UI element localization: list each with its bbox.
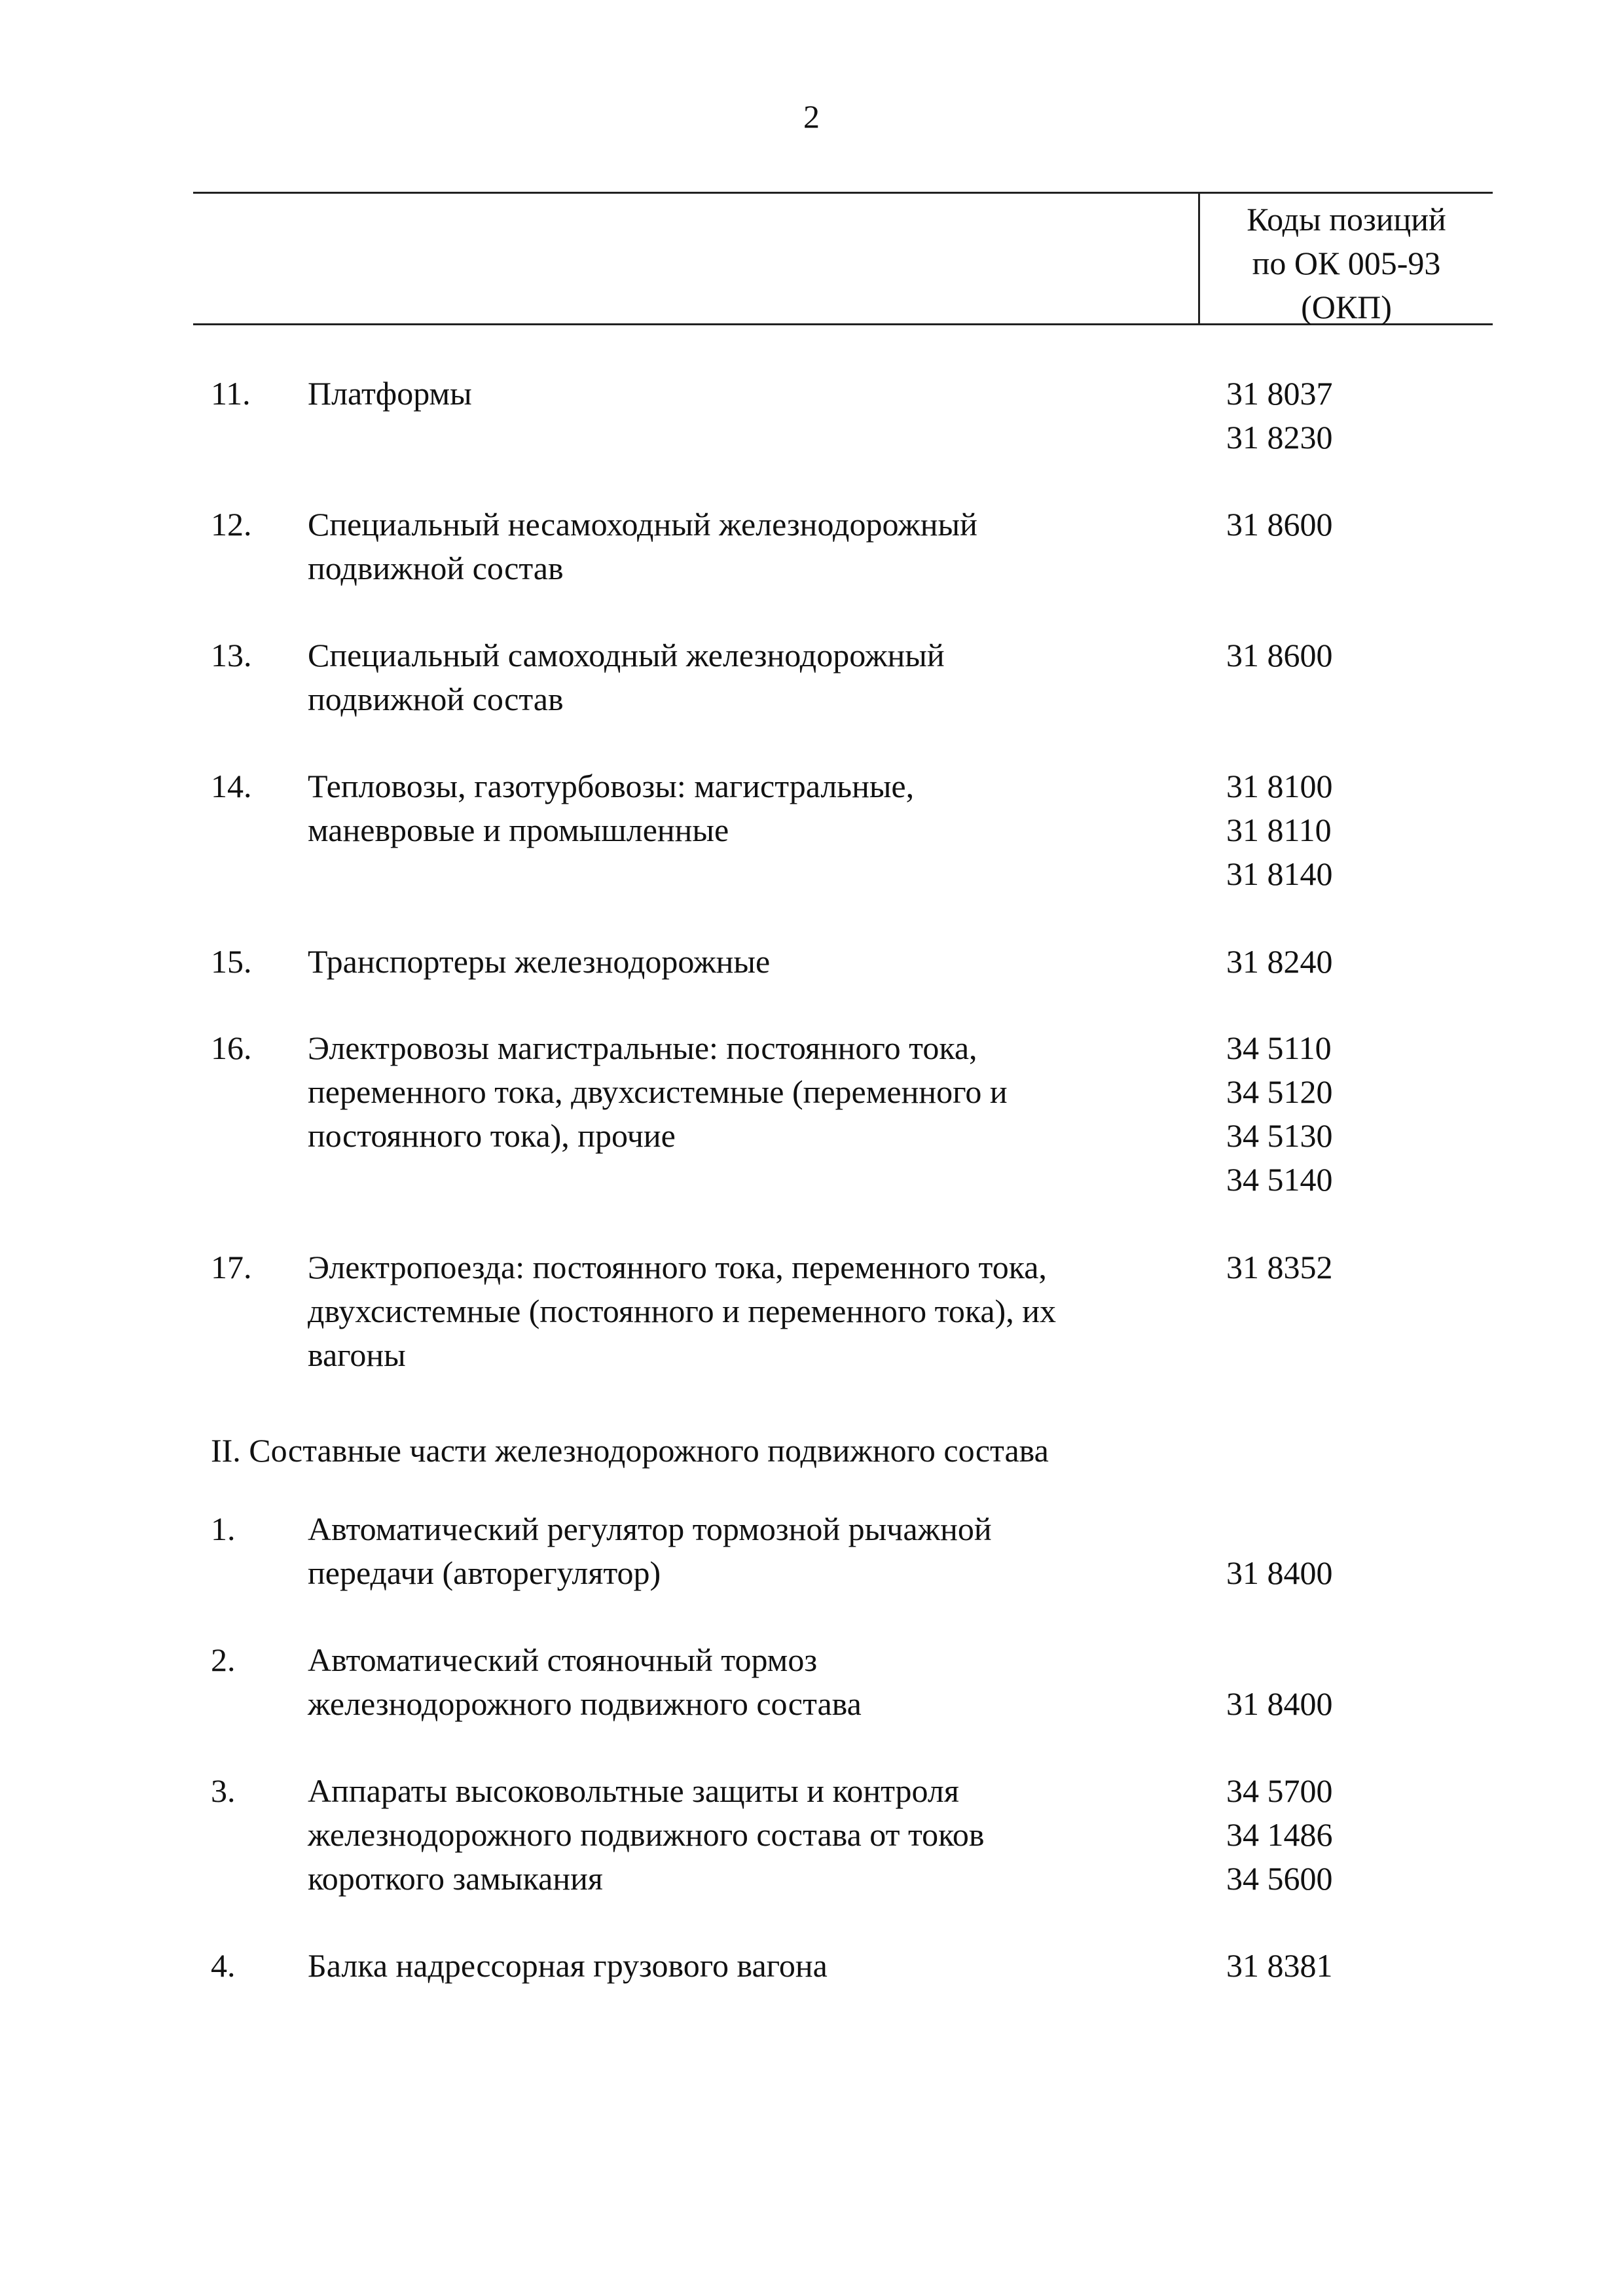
code-value: 34 5700 — [1226, 1772, 1333, 1809]
code-value: 31 8110 — [1226, 812, 1332, 848]
code-value — [1226, 1507, 1333, 1551]
codes-header-line: (ОКП) — [1301, 289, 1392, 325]
table-header-top-rule — [193, 192, 1493, 194]
description-line: Аппараты высоковольтные защиты и контроля — [308, 1772, 959, 1809]
item-codes — [1226, 634, 1333, 677]
codes-header-line: Коды позиций — [1247, 201, 1446, 238]
code-value: 34 5130 — [1226, 1117, 1333, 1154]
description-line: железнодорожного подвижного состава от токов — [308, 1816, 985, 1853]
item-number: 11. — [211, 375, 251, 412]
item-number: 12. — [211, 506, 252, 543]
item-number: 14. — [211, 768, 252, 804]
item-codes — [1226, 940, 1333, 984]
item-codes — [1226, 1638, 1333, 1726]
description-line: постоянного тока), прочие — [308, 1117, 676, 1154]
description-line: Специальный самоходный железнодорожный — [308, 637, 945, 673]
code-value: 31 8352 — [1226, 1249, 1333, 1285]
description-line: Автоматический регулятор тормозной рычажной — [308, 1511, 992, 1547]
item-description — [308, 1507, 1198, 1595]
description-line: железнодорожного подвижного состава — [308, 1685, 862, 1722]
code-value: 31 8381 — [1226, 1947, 1333, 1984]
item-description — [308, 503, 1198, 590]
item-number: 17. — [211, 1249, 252, 1285]
code-value: 31 8600 — [1226, 637, 1333, 673]
item-number: 1. — [211, 1511, 236, 1547]
code-value: 31 8037 — [1226, 375, 1333, 412]
description-line: Балка надрессорная грузового вагона — [308, 1947, 828, 1984]
item-number: 16. — [211, 1030, 252, 1066]
item-number: 2. — [211, 1641, 236, 1678]
item-description — [308, 1246, 1198, 1377]
description-line: переменного тока, двухсистемные (переменного и — [308, 1073, 1008, 1110]
code-value: 31 8400 — [1226, 1685, 1333, 1722]
description-line: двухсистемные (постоянного и переменного тока), их — [308, 1293, 1056, 1329]
item-number: 15. — [211, 943, 252, 980]
description-line: короткого замыкания — [308, 1860, 603, 1897]
description-line: маневровые и промышленные — [308, 812, 729, 848]
code-value: 31 8100 — [1226, 768, 1333, 804]
description-line: Тепловозы, газотурбовозы: магистральные, — [308, 768, 915, 804]
item-codes — [1226, 1769, 1333, 1901]
item-description — [308, 940, 1198, 984]
code-value: 31 8230 — [1226, 419, 1333, 456]
item-description — [308, 1026, 1198, 1158]
item-codes — [1226, 1944, 1333, 1988]
item-number: 13. — [211, 637, 252, 673]
item-description — [308, 1769, 1198, 1901]
item-codes — [1226, 764, 1333, 896]
codes-column-header — [1200, 198, 1493, 329]
code-value — [1226, 1638, 1333, 1682]
item-description — [308, 372, 1198, 416]
code-value: 31 8600 — [1226, 506, 1333, 543]
code-value: 34 5120 — [1226, 1073, 1333, 1110]
item-codes — [1226, 1026, 1333, 1202]
code-value: 34 5600 — [1226, 1860, 1333, 1897]
description-line: передачи (авторегулятор) — [308, 1554, 661, 1591]
section-heading: II. Составные части железнодорожного подвижного состава — [211, 1432, 1049, 1469]
item-description — [308, 764, 1198, 852]
item-codes — [1226, 372, 1333, 459]
item-number: 4. — [211, 1947, 236, 1984]
item-codes — [1226, 503, 1333, 547]
code-value: 31 8140 — [1226, 855, 1333, 892]
code-value: 31 8240 — [1226, 943, 1333, 980]
description-line: вагоны — [308, 1336, 406, 1373]
description-line: подвижной состав — [308, 550, 564, 586]
description-line: Транспортеры железнодорожные — [308, 943, 771, 980]
description-line: Электропоезда: постоянного тока, переменного тока, — [308, 1249, 1047, 1285]
item-codes — [1226, 1246, 1333, 1289]
page-number: 2 — [803, 98, 820, 135]
description-line: Платформы — [308, 375, 472, 412]
item-description — [308, 1638, 1198, 1726]
item-description — [308, 1944, 1198, 1988]
code-value: 34 5140 — [1226, 1161, 1333, 1198]
code-value: 31 8400 — [1226, 1554, 1333, 1591]
description-line: Специальный несамоходный железнодорожный — [308, 506, 977, 543]
item-codes — [1226, 1507, 1333, 1595]
description-line: Электровозы магистральные: постоянного тока, — [308, 1030, 977, 1066]
description-line: подвижной состав — [308, 681, 564, 717]
description-line: Автоматический стояночный тормоз — [308, 1641, 818, 1678]
code-value: 34 1486 — [1226, 1816, 1333, 1853]
item-description — [308, 634, 1198, 721]
item-number: 3. — [211, 1772, 236, 1809]
codes-header-line: по ОК 005-93 — [1252, 245, 1441, 281]
code-value: 34 5110 — [1226, 1030, 1332, 1066]
